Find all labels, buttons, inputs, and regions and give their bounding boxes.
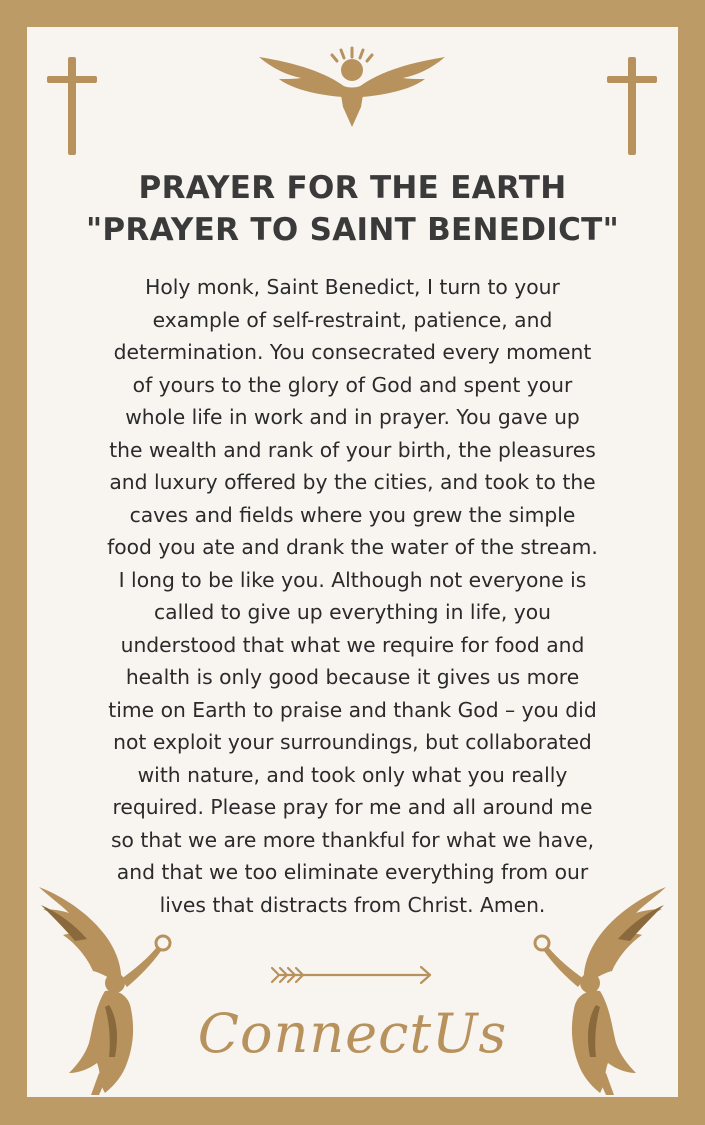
- arrow-icon: [270, 963, 435, 987]
- prayer-line: food you ate and drank the water of the stream.: [107, 535, 598, 559]
- prayer-line: caves and fields where you grew the simple: [129, 502, 576, 527]
- brand-logo: ConnectUs: [197, 1002, 508, 1065]
- prayer-line: understood that what we require for food and: [120, 632, 585, 657]
- prayer-line: time on Earth to praise and thank God – you did: [108, 697, 597, 722]
- prayer-line: so that we are more thankful for what we have,: [110, 827, 595, 852]
- prayer-text: [55, 271, 650, 921]
- prayer-line: called to give up everything in life, you: [154, 600, 551, 624]
- prayer-line: lives that distracts from Christ. Amen.: [159, 892, 546, 917]
- angel-icon: [35, 887, 185, 1097]
- title-line-1: PRAYER FOR THE EARTH: [138, 170, 567, 206]
- prayer-line: whole life in work and in prayer. You gave up: [125, 405, 580, 429]
- prayer-line: and that we too eliminate everything from our: [116, 860, 589, 884]
- cross-icon: [45, 57, 100, 157]
- page-title: [27, 167, 678, 251]
- angel-icon: [520, 887, 670, 1097]
- prayer-line: example of self-restraint, patience, and: [152, 307, 553, 332]
- cross-icon: [605, 57, 660, 157]
- winged-sun-icon: [257, 45, 447, 130]
- prayer-line: I long to be like you. Although not everyone is: [118, 567, 587, 592]
- title-line-2: "PRAYER TO SAINT BENEDICT": [85, 212, 620, 248]
- prayer-line: required. Please pray for me and all around me: [112, 795, 593, 819]
- prayer-line: the wealth and rank of your birth, the pleasures: [109, 437, 596, 462]
- prayer-line: and luxury offered by the cities, and took to the: [109, 470, 596, 494]
- prayer-line: of yours to the glory of God and spent your: [132, 372, 573, 397]
- prayer-line: health is only good because it gives us more: [125, 665, 580, 689]
- prayer-line: Holy monk, Saint Benedict, I turn to your: [145, 275, 560, 299]
- prayer-line: determination. You consecrated every moment: [113, 340, 592, 364]
- prayer-line: not exploit your surroundings, but collaborated: [113, 730, 592, 754]
- prayer-line: with nature, and took only what you really: [137, 762, 568, 787]
- prayer-card: [27, 27, 678, 1097]
